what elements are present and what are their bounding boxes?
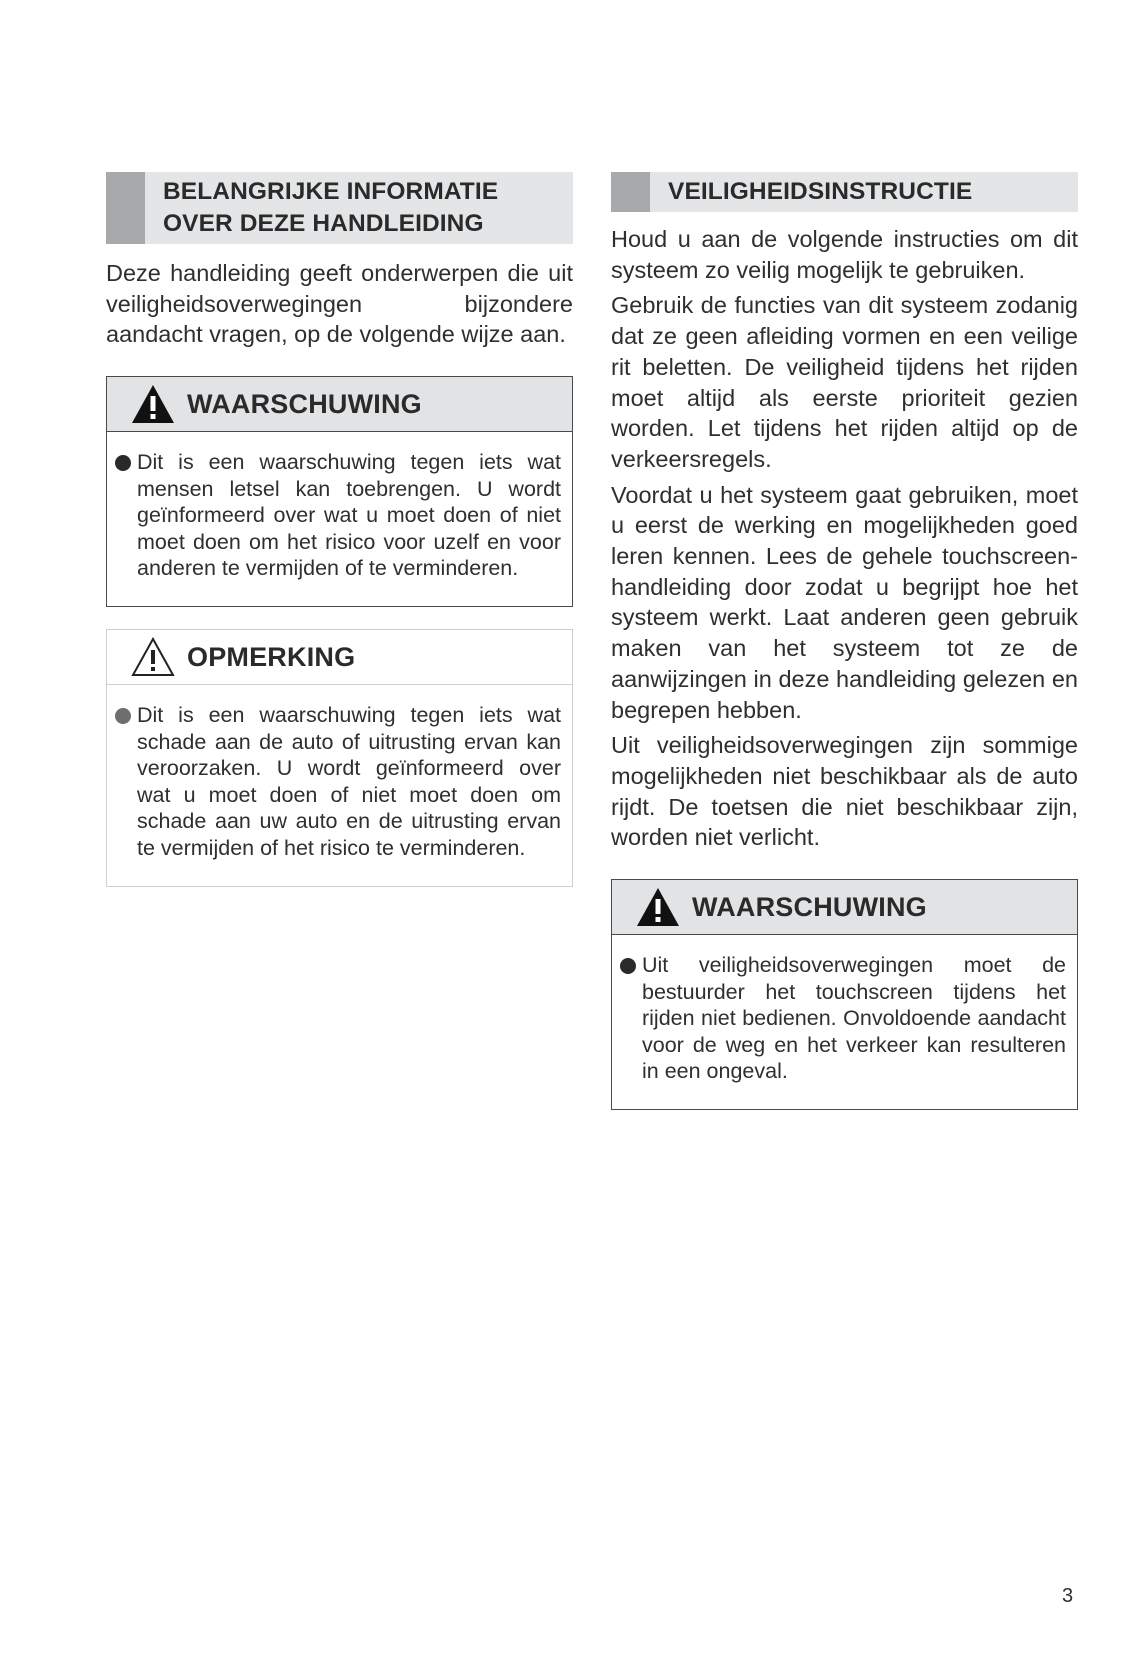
warning-box-header xyxy=(612,880,1077,935)
warning-box-header xyxy=(107,377,572,432)
bullet-icon xyxy=(115,455,131,471)
warning-box-body xyxy=(612,935,1077,1109)
safety-paragraph-2: Gebruik de functies van dit systeem zodanig dat ze geen afleiding vormen en een veilige rit beletten. De veiligheid tijdens het rijden moet altijd als eerste prioriteit gezien worden. Let tijdens het rijden altijd op de verkeersregels. xyxy=(611,292,1078,472)
warning-triangle-filled-icon xyxy=(636,887,680,927)
warning-box-title: WAARSCHUWING xyxy=(692,891,927,922)
warning-box-text: Uit veiligheidsoverwegingen moet de bestuurder het touchscreen tijdens het rijden niet bedienen. Onvoldoende aandacht voor de weg en het verkeer kan resulteren in een ongeval. xyxy=(642,953,1066,1084)
section-title: VEILIGHEIDSINSTRUCTIE xyxy=(668,178,973,205)
notice-box-header xyxy=(107,630,572,685)
bullet-icon xyxy=(620,958,636,974)
warning-box xyxy=(106,376,573,607)
notice-box-text: Dit is een waarschuwing tegen iets wat schade aan de auto of uitrusting ervan kan veroorzaken. U wordt geïnformeerd over wat u moet doen of niet moet doen om schade aan uw auto en de uitrusting ervan te vermijden of het risico te verminderen. xyxy=(137,703,561,861)
section-heading-important-info xyxy=(106,172,573,244)
warning-triangle-filled-icon xyxy=(131,384,175,424)
right-column xyxy=(611,172,1078,1110)
warning-box-title: WAARSCHUWING xyxy=(187,388,422,419)
warning-box-text: Dit is een waarschuwing tegen iets wat mensen letsel kan toebrengen. U wordt geïnformeerd over wat u moet doen of niet moet doen om het risico voor uzelf en voor anderen te vermijden of te verminderen. xyxy=(137,450,561,581)
notice-box-title: OPMERKING xyxy=(187,641,356,672)
left-column xyxy=(106,172,573,887)
notice-box xyxy=(106,629,573,887)
warning-box-body xyxy=(107,432,572,606)
safety-paragraph-3: Voordat u het systeem gaat gebruiken, moet u eerst de werking en mogelijkheden goed leren kennen. Lees de gehele touchscreen-handleiding door zodat u begrijpt hoe het systeem werkt. Laat anderen geen gebruik maken van het systeem tot ze de aanwijzingen in deze handleiding gelezen en begrepen hebben. xyxy=(611,481,1078,723)
safety-paragraph-1: Houd u aan de volgende instructies om dit systeem zo veilig mogelijk te gebruiken. xyxy=(611,226,1078,283)
heading-bar xyxy=(611,172,650,212)
section-title: BELANGRIJKE INFORMATIE OVER DEZE HANDLEIDING xyxy=(163,178,499,237)
safety-paragraph-4: Uit veiligheidsoverwegingen zijn sommige mogelijkheden niet beschikbaar als de auto rijdt. De toetsen die niet beschikbaar zijn, worden niet verlicht. xyxy=(611,732,1078,851)
bullet-icon xyxy=(115,708,131,724)
warning-box xyxy=(611,879,1078,1110)
notice-box-body xyxy=(107,685,572,886)
intro-paragraph: Deze handleiding geeft onderwerpen die uit veiligheidsoverwegingen bijzondere aandacht vragen, op de volgende wijze aan. xyxy=(106,260,573,348)
section-heading-safety xyxy=(611,172,1078,212)
heading-bar xyxy=(106,172,145,244)
page-number: 3 xyxy=(1062,1585,1074,1607)
warning-triangle-outline-icon xyxy=(131,637,175,677)
